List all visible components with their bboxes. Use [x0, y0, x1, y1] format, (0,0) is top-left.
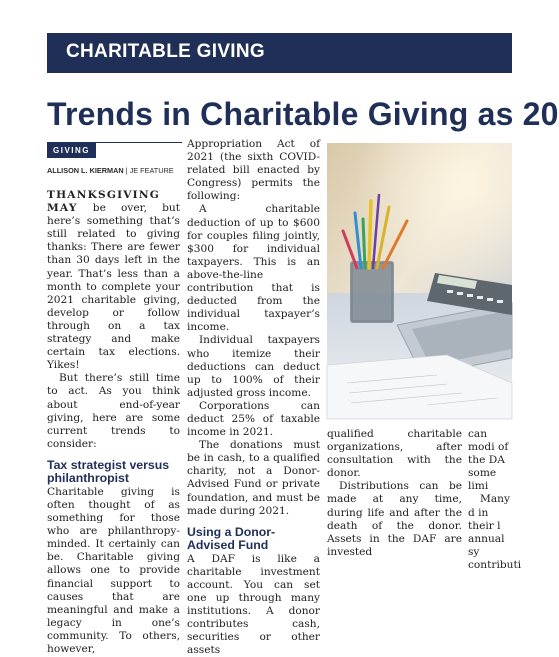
pencil-cup — [350, 261, 394, 323]
section-label: GIVING — [47, 143, 96, 158]
paragraph: Corporations can deduct 25% of taxable income in 2021. — [187, 399, 320, 439]
paragraph: qualified charitable organizations, after consultation with the donor. — [327, 428, 462, 480]
paragraph: A DAF is like a charitable investment account. You can set one up through many institutions. A donor contributes cash, securities or other assets — [187, 552, 320, 657]
paragraph: Many d in their l annual sy contributi — [468, 493, 522, 571]
byline — [47, 166, 174, 175]
paragraph: Appropriation Act of 2021 (the sixth COVID-related bill enacted by Congress) permits the following: — [187, 138, 320, 203]
paragraph: A charitable deduction of up to $600 for couples filing jointly, $300 for individual taxpayers. This is an above-the-line contribution that is deducted from the individual taxpayer’s income. — [187, 203, 320, 334]
paragraph: But there’s still time to act. As you think about end-of-year giving, here are some current trends to consider: — [47, 372, 180, 450]
lead-in: THANKSGIVING MAY — [47, 189, 160, 215]
article-column-1 — [47, 189, 180, 655]
subhead: Tax strategist versus philanthropist — [47, 457, 170, 485]
byline-separator: | — [123, 166, 130, 175]
article-column-2 — [187, 138, 320, 657]
paragraph: Distributions can be made at any time, during life and after the death of the donor. Assets in the DAF are invested — [327, 480, 462, 558]
article-column-4 — [468, 428, 522, 571]
article-headline: Trends in Charitable Giving as 20 — [47, 96, 559, 132]
paragraph — [47, 189, 180, 372]
article-column-3 — [327, 428, 462, 558]
banner-title: CHARITABLE GIVING — [66, 41, 265, 62]
paragraph: The donations must be in cash, to a qualified charity, not a Donor-Advised Fund or private foundation, and must be made during 2021. — [187, 439, 320, 517]
byline-source: JE FEATURE — [129, 166, 174, 175]
paragraph-text: be over, but here’s something that’s still related to giving thanks: There are fewer than 30 days left in the year. That’s less than a month to complete your 2021 charitable giving, develop or follow through on a tax strategy and make certain tax elections. Yikes! — [47, 202, 180, 372]
article-photo — [327, 143, 512, 419]
paragraph: can modi of the DA some limi — [468, 428, 509, 493]
section-banner — [47, 33, 512, 73]
subhead: Using a Donor-Advised Fund — [187, 524, 276, 552]
paragraph: Individual taxpayers who itemize their deductions can deduct up to 100% of their adjusted gross income. — [187, 334, 320, 399]
paragraph: Charitable giving is often thought of as something for those who are philanthropy-minded. It certainly can be. Charitable giving allows one to provide financial support to causes that are meaningful and make a legacy in one’s community. To others, however, — [47, 485, 180, 655]
byline-author: ALLISON L. KIERMAN — [47, 166, 124, 175]
